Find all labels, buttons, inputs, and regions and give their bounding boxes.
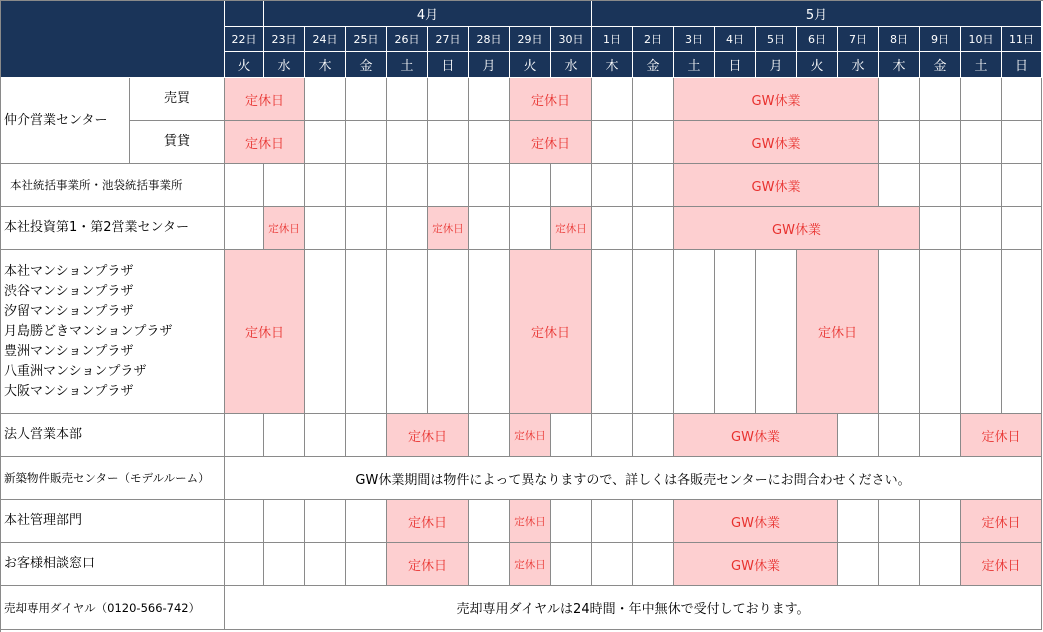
header-weekday: 木	[592, 52, 633, 78]
header-weekday: 土	[674, 52, 715, 78]
empty-day-cell	[920, 78, 961, 121]
empty-day-cell	[715, 250, 756, 414]
empty-day-cell	[469, 207, 510, 250]
closed-regular-holiday: 定休日	[510, 414, 551, 457]
closed-regular-holiday: 定休日	[510, 121, 592, 164]
header-date: 25日	[346, 27, 387, 52]
empty-day-cell	[225, 543, 264, 586]
empty-day-cell	[1002, 78, 1042, 121]
empty-day-cell	[838, 414, 879, 457]
row-label-tokatsu: 本社統括事業所・池袋統括事業所	[0, 164, 225, 207]
header-date: 28日	[469, 27, 510, 52]
row-label-toshi: 本社投資第1・第2営業センター	[0, 207, 225, 250]
header-weekday: 金	[346, 52, 387, 78]
empty-day-cell	[592, 78, 633, 121]
empty-day-cell	[961, 78, 1002, 121]
empty-day-cell	[305, 500, 346, 543]
empty-day-cell	[879, 500, 920, 543]
empty-day-cell	[633, 543, 674, 586]
empty-day-cell	[920, 543, 961, 586]
closed-regular-holiday: 定休日	[961, 414, 1042, 457]
empty-day-cell	[264, 414, 305, 457]
header-weekday: 土	[961, 52, 1002, 78]
header-date: 6日	[797, 27, 838, 52]
header-date: 2日	[633, 27, 674, 52]
empty-day-cell	[920, 207, 961, 250]
header-date: 30日	[551, 27, 592, 52]
empty-day-cell	[469, 250, 510, 414]
empty-day-cell	[879, 78, 920, 121]
closed-regular-holiday: 定休日	[510, 250, 592, 414]
header-date: 8日	[879, 27, 920, 52]
header-weekday: 金	[633, 52, 674, 78]
empty-day-cell	[838, 543, 879, 586]
empty-day-cell	[346, 164, 387, 207]
empty-day-cell	[346, 250, 387, 414]
closed-regular-holiday: 定休日	[225, 250, 305, 414]
empty-day-cell	[305, 543, 346, 586]
header-date: 26日	[387, 27, 428, 52]
header-weekday: 月	[469, 52, 510, 78]
empty-day-cell	[225, 500, 264, 543]
closed-regular-holiday: 定休日	[961, 543, 1042, 586]
empty-day-cell	[961, 121, 1002, 164]
closed-gw-holiday: GW休業	[674, 78, 879, 121]
empty-day-cell	[961, 250, 1002, 414]
empty-day-cell	[592, 207, 633, 250]
header-weekday: 水	[838, 52, 879, 78]
header-date: 22日	[225, 27, 264, 52]
empty-day-cell	[428, 164, 469, 207]
row-sublabel-baibai: 売買	[130, 78, 225, 121]
empty-day-cell	[305, 207, 346, 250]
empty-day-cell	[428, 78, 469, 121]
empty-day-cell	[920, 164, 961, 207]
closed-regular-holiday: 定休日	[510, 500, 551, 543]
header-weekday: 木	[305, 52, 346, 78]
empty-day-cell	[674, 250, 715, 414]
empty-day-cell	[633, 164, 674, 207]
header-date: 10日	[961, 27, 1002, 52]
row-label-kanri: 本社管理部門	[0, 500, 225, 543]
empty-day-cell	[387, 164, 428, 207]
empty-day-cell	[469, 414, 510, 457]
empty-day-cell	[551, 414, 592, 457]
closed-regular-holiday: 定休日	[797, 250, 879, 414]
empty-day-cell	[592, 164, 633, 207]
empty-day-cell	[633, 250, 674, 414]
empty-day-cell	[264, 500, 305, 543]
note-shinchiku: GW休業期間は物件によって異なりますので、詳しくは各販売センターにお問合わせください。	[225, 457, 1042, 500]
empty-day-cell	[1002, 207, 1042, 250]
header-date: 4日	[715, 27, 756, 52]
header-date: 9日	[920, 27, 961, 52]
empty-day-cell	[756, 250, 797, 414]
empty-day-cell	[510, 164, 551, 207]
header-month-april: 4月	[264, 0, 592, 27]
header-date: 5日	[756, 27, 797, 52]
closed-gw-holiday: GW休業	[674, 207, 920, 250]
closed-regular-holiday: 定休日	[387, 414, 469, 457]
empty-day-cell	[469, 78, 510, 121]
empty-day-cell	[920, 500, 961, 543]
empty-day-cell	[592, 543, 633, 586]
empty-day-cell	[551, 543, 592, 586]
header-date: 27日	[428, 27, 469, 52]
row-label-plaza: 本社マンションプラザ 渋谷マンションプラザ 汐留マンションプラザ 月島勝どきマンションプラザ 豊洲マンションプラザ 八重洲マンションプラザ 大阪マンションプラザ	[0, 250, 225, 414]
empty-day-cell	[920, 250, 961, 414]
header-weekday: 日	[715, 52, 756, 78]
header-date: 24日	[305, 27, 346, 52]
closed-regular-holiday: 定休日	[428, 207, 469, 250]
empty-day-cell	[428, 250, 469, 414]
closed-regular-holiday: 定休日	[264, 207, 305, 250]
closed-gw-holiday: GW休業	[674, 500, 838, 543]
empty-day-cell	[1002, 250, 1042, 414]
empty-day-cell	[225, 414, 264, 457]
header-weekday: 月	[756, 52, 797, 78]
empty-day-cell	[879, 164, 920, 207]
header-month-may: 5月	[592, 0, 1042, 27]
empty-day-cell	[838, 500, 879, 543]
empty-day-cell	[961, 164, 1002, 207]
empty-day-cell	[225, 164, 264, 207]
empty-day-cell	[592, 250, 633, 414]
empty-day-cell	[387, 250, 428, 414]
empty-day-cell	[633, 78, 674, 121]
empty-day-cell	[633, 414, 674, 457]
empty-day-cell	[551, 500, 592, 543]
closed-regular-holiday: 定休日	[225, 121, 305, 164]
empty-day-cell	[346, 414, 387, 457]
closed-gw-holiday: GW休業	[674, 164, 879, 207]
empty-day-cell	[633, 207, 674, 250]
empty-day-cell	[469, 164, 510, 207]
row-sublabel-chintai: 賃貸	[130, 121, 225, 164]
closed-regular-holiday: 定休日	[387, 543, 469, 586]
closed-gw-holiday: GW休業	[674, 543, 838, 586]
header-weekday: 火	[510, 52, 551, 78]
header-weekday: 土	[387, 52, 428, 78]
empty-day-cell	[305, 121, 346, 164]
header-weekday: 水	[264, 52, 305, 78]
closed-gw-holiday: GW休業	[674, 121, 879, 164]
empty-day-cell	[305, 78, 346, 121]
header-date: 29日	[510, 27, 551, 52]
empty-day-cell	[879, 121, 920, 164]
empty-day-cell	[264, 164, 305, 207]
header-weekday: 水	[551, 52, 592, 78]
row-label-dial: 売却専用ダイヤル（0120-566-742）	[0, 586, 225, 630]
header-weekday: 金	[920, 52, 961, 78]
closed-regular-holiday: 定休日	[961, 500, 1042, 543]
closed-gw-holiday: GW休業	[674, 414, 838, 457]
header-month-spacer	[225, 0, 264, 27]
empty-day-cell	[961, 207, 1002, 250]
closed-regular-holiday: 定休日	[225, 78, 305, 121]
empty-day-cell	[305, 250, 346, 414]
header-date: 11日	[1002, 27, 1042, 52]
empty-day-cell	[387, 78, 428, 121]
empty-day-cell	[346, 500, 387, 543]
empty-day-cell	[387, 207, 428, 250]
empty-day-cell	[469, 543, 510, 586]
closed-regular-holiday: 定休日	[551, 207, 592, 250]
header-date: 7日	[838, 27, 879, 52]
empty-day-cell	[633, 500, 674, 543]
header-weekday: 日	[428, 52, 469, 78]
empty-day-cell	[592, 121, 633, 164]
empty-day-cell	[469, 500, 510, 543]
header-weekday: 火	[225, 52, 264, 78]
empty-day-cell	[346, 78, 387, 121]
header-weekday: 火	[797, 52, 838, 78]
empty-day-cell	[264, 543, 305, 586]
empty-day-cell	[879, 250, 920, 414]
header-date: 3日	[674, 27, 715, 52]
empty-day-cell	[1002, 121, 1042, 164]
empty-day-cell	[346, 207, 387, 250]
row-label-hojin: 法人営業本部	[0, 414, 225, 457]
empty-day-cell	[510, 207, 551, 250]
empty-day-cell	[633, 121, 674, 164]
empty-day-cell	[305, 164, 346, 207]
closed-regular-holiday: 定休日	[510, 78, 592, 121]
empty-day-cell	[1002, 164, 1042, 207]
header-date: 1日	[592, 27, 633, 52]
header-corner	[0, 0, 225, 78]
empty-day-cell	[551, 164, 592, 207]
empty-day-cell	[469, 121, 510, 164]
row-label-shinchiku: 新築物件販売センター（モデルルーム）	[0, 457, 225, 500]
empty-day-cell	[346, 121, 387, 164]
empty-day-cell	[592, 414, 633, 457]
note-dial: 売却専用ダイヤルは24時間・年中無休で受付しております。	[225, 586, 1042, 630]
empty-day-cell	[592, 500, 633, 543]
closed-regular-holiday: 定休日	[510, 543, 551, 586]
header-weekday: 日	[1002, 52, 1042, 78]
empty-day-cell	[879, 543, 920, 586]
empty-day-cell	[305, 414, 346, 457]
empty-day-cell	[225, 207, 264, 250]
empty-day-cell	[387, 121, 428, 164]
header-weekday: 木	[879, 52, 920, 78]
row-label-soudan: お客様相談窓口	[0, 543, 225, 586]
empty-day-cell	[346, 543, 387, 586]
empty-day-cell	[920, 121, 961, 164]
empty-day-cell	[879, 414, 920, 457]
empty-day-cell	[428, 121, 469, 164]
closed-regular-holiday: 定休日	[387, 500, 469, 543]
header-date: 23日	[264, 27, 305, 52]
empty-day-cell	[920, 414, 961, 457]
row-label-chukai: 仲介営業センター	[0, 78, 130, 164]
